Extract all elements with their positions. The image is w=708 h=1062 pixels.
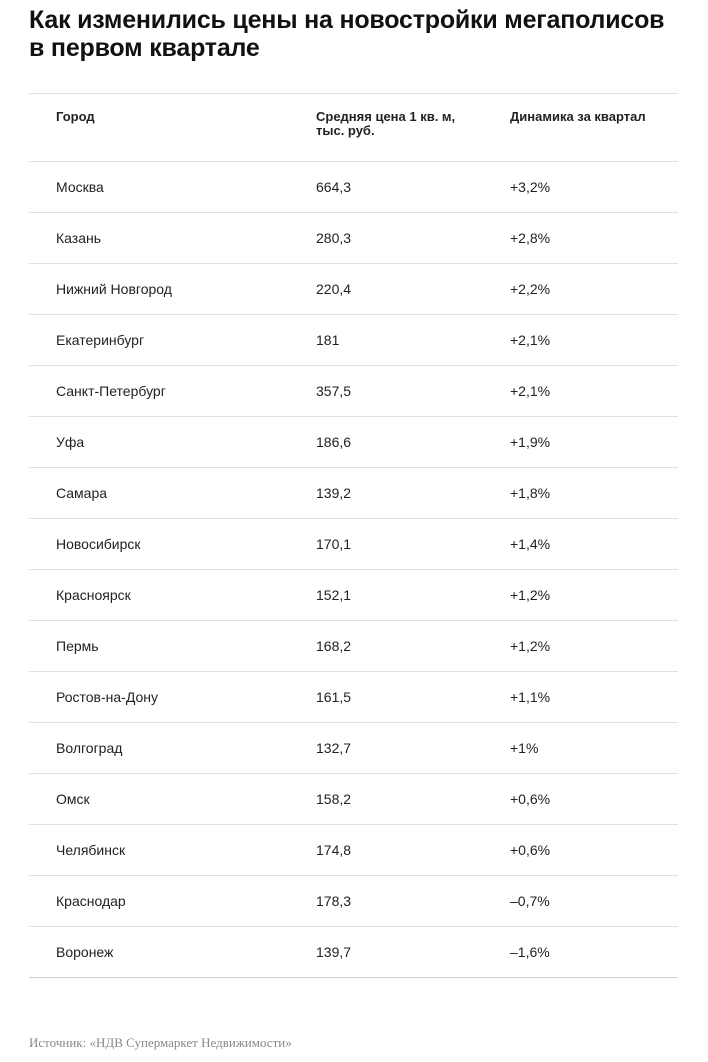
table-header [29, 94, 678, 162]
table-row [29, 927, 678, 978]
source-note: Источник: «НДВ Супермаркет Недвижимости» [29, 1035, 292, 1050]
table-row [29, 876, 678, 927]
table-row [29, 672, 678, 723]
cell-price: 139,2 [288, 468, 482, 519]
cell-city: Уфа [29, 417, 288, 468]
cell-change: +1,2% [482, 570, 678, 621]
cell-price: 181 [288, 315, 482, 366]
page-title: Как изменились цены на новостройки мегаполисов в первом квартале [29, 6, 665, 62]
table-row [29, 315, 678, 366]
cell-price: 170,1 [288, 519, 482, 570]
cell-city: Екатеринбург [29, 315, 288, 366]
cell-city: Казань [29, 213, 288, 264]
cell-price: 220,4 [288, 264, 482, 315]
cell-change: +0,6% [482, 774, 678, 825]
cell-change: +1,4% [482, 519, 678, 570]
cell-price: 139,7 [288, 927, 482, 978]
table-row [29, 570, 678, 621]
cell-change: +0,6% [482, 825, 678, 876]
table-row [29, 264, 678, 315]
table-row [29, 621, 678, 672]
cell-city: Воронеж [29, 927, 288, 978]
cell-change: +2,1% [482, 315, 678, 366]
cell-change: +2,1% [482, 366, 678, 417]
column-header-price: Средняя цена 1 кв. м, тыс. руб. [288, 94, 482, 162]
cell-price: 186,6 [288, 417, 482, 468]
table-body [29, 162, 678, 978]
column-header-city: Город [29, 94, 288, 162]
cell-city: Челябинск [29, 825, 288, 876]
cell-city: Омск [29, 774, 288, 825]
cell-city: Краснодар [29, 876, 288, 927]
cell-price: 161,5 [288, 672, 482, 723]
cell-price: 152,1 [288, 570, 482, 621]
cell-city: Санкт-Петербург [29, 366, 288, 417]
cell-price: 280,3 [288, 213, 482, 264]
table-row [29, 162, 678, 213]
cell-change: +2,8% [482, 213, 678, 264]
cell-price: 168,2 [288, 621, 482, 672]
cell-city: Ростов-на-Дону [29, 672, 288, 723]
cell-price: 132,7 [288, 723, 482, 774]
cell-city: Красноярск [29, 570, 288, 621]
cell-city: Пермь [29, 621, 288, 672]
table-row [29, 213, 678, 264]
cell-change: +2,2% [482, 264, 678, 315]
cell-city: Москва [29, 162, 288, 213]
table-row [29, 774, 678, 825]
table-row [29, 366, 678, 417]
cell-change: +1% [482, 723, 678, 774]
cell-change: +1,2% [482, 621, 678, 672]
cell-city: Волгоград [29, 723, 288, 774]
cell-change: –0,7% [482, 876, 678, 927]
table-row [29, 417, 678, 468]
table-row [29, 825, 678, 876]
column-header-change: Динамика за квартал [482, 94, 678, 162]
cell-city: Новосибирск [29, 519, 288, 570]
cell-price: 158,2 [288, 774, 482, 825]
cell-price: 174,8 [288, 825, 482, 876]
cell-change: +1,9% [482, 417, 678, 468]
cell-price: 357,5 [288, 366, 482, 417]
cell-city: Самара [29, 468, 288, 519]
table-row [29, 723, 678, 774]
cell-price: 664,3 [288, 162, 482, 213]
cell-change: +1,1% [482, 672, 678, 723]
table-row [29, 519, 678, 570]
price-table-container [29, 93, 678, 978]
table-row [29, 468, 678, 519]
cell-change: +1,8% [482, 468, 678, 519]
cell-change: –1,6% [482, 927, 678, 978]
cell-city: Нижний Новгород [29, 264, 288, 315]
cell-change: +3,2% [482, 162, 678, 213]
table-header-row [29, 94, 678, 162]
price-table [29, 93, 678, 978]
cell-price: 178,3 [288, 876, 482, 927]
